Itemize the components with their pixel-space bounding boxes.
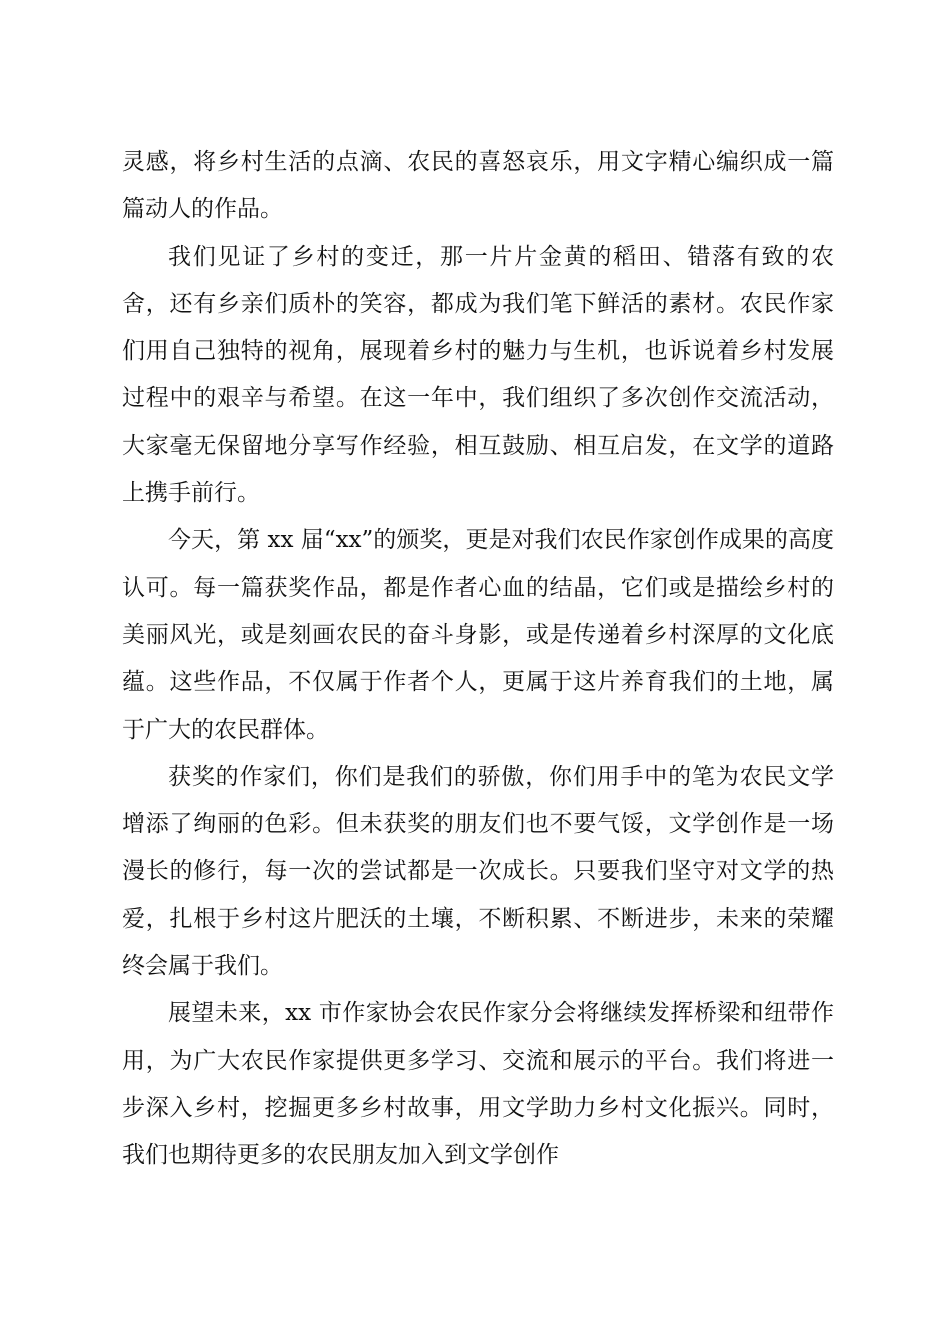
paragraph-village-changes: 我们见证了乡村的变迁，那一片片金黄的稻田、错落有致的农舍，还有乡亲们质朴的笑容，都成为我们笔下鲜活的素材。农民作家们用自己独特的视角，展现着乡村的魅力与生机，也诉说着乡村发展过程中的艰辛与希望。在这一年中，我们组织了多次创作交流活动，大家毫无保留地分享写作经验，相互鼓励、相互启发，在文学的道路上携手前行。 [122,243,834,507]
document-body [122,139,834,1180]
paragraph-continuation: 灵感，将乡村生活的点滴、农民的喜怒哀乐，用文字精心编织成一篇篇动人的作品。 [122,149,834,223]
paragraph-future-outlook: 展望未来，xx 市作家协会农民作家分会将继续发挥桥梁和纽带作用，为广大农民作家提供更多学习、交流和展示的平台。我们将进一步深入乡村，挖掘更多乡村故事，用文学助力乡村文化振兴。同时，我们也期待更多的农民朋友加入到文学创作 [122,1000,834,1169]
paragraph-award-ceremony: 今天，第 xx 届“xx”的颁奖，更是对我们农民作家创作成果的高度认可。每一篇获奖作品，都是作者心血的结晶，它们或是描绘乡村的美丽风光，或是刻画农民的奋斗身影，或是传递着乡村深厚的文化底蕴。这些作品，不仅属于作者个人，更属于这片养育我们的土地，属于广大的农民群体。 [122,527,834,743]
paragraph-encouragement: 获奖的作家们，你们是我们的骄傲，你们用手中的笔为农民文学增添了绚丽的色彩。但未获奖的朋友们也不要气馁，文学创作是一场漫长的修行，每一次的尝试都是一次成长。只要我们坚守对文学的热爱，扎根于乡村这片肥沃的土壤，不断积累、不断进步，未来的荣耀终会属于我们。 [122,763,834,980]
